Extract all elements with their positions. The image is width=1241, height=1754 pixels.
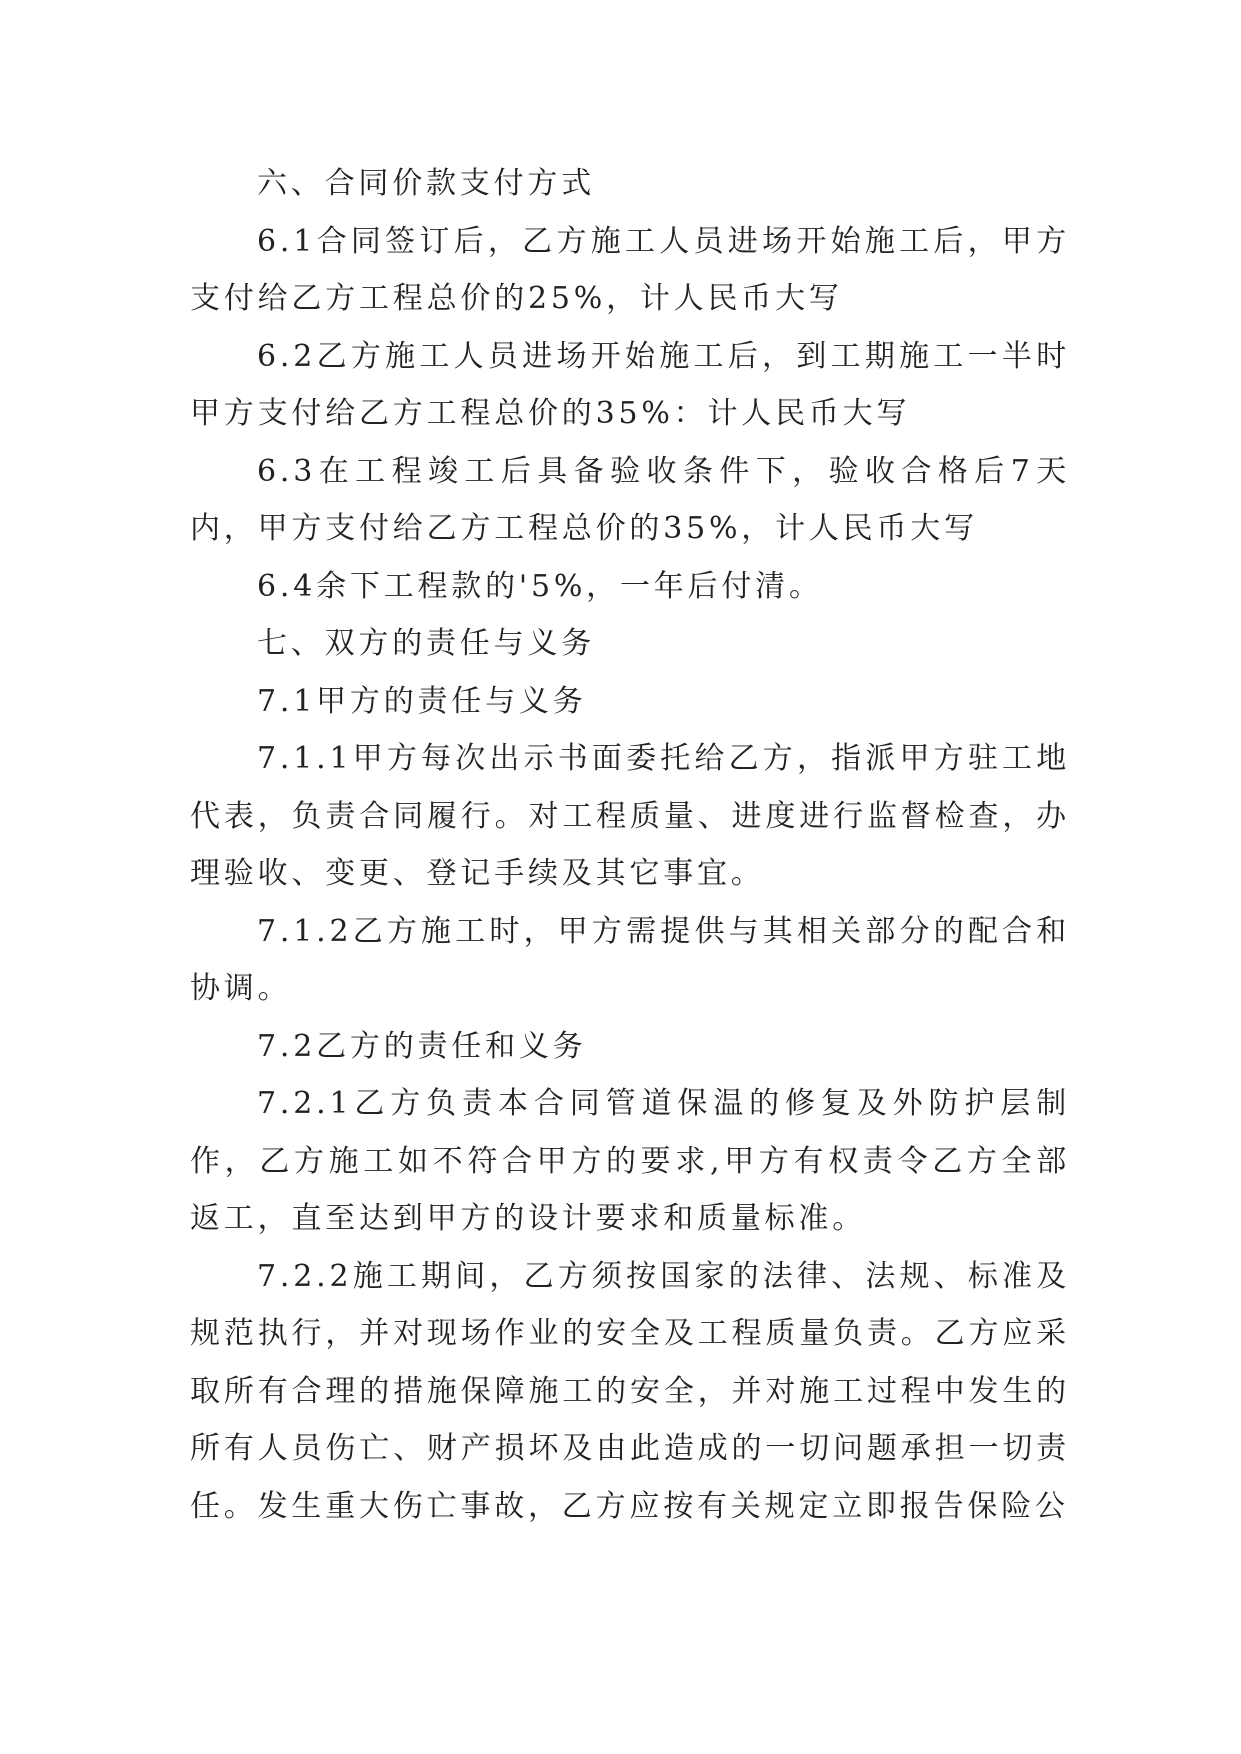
clause-6-2: 6.2乙方施工人员进场开始施工后，到工期施工一半时甲方支付给乙方工程总价的35%：计人民币大写 bbox=[190, 338, 1070, 431]
clause-7-1: 7.1甲方的责任与义务 bbox=[257, 683, 587, 719]
clause-7-1-1: 7.1.1甲方每次出示书面委托给乙方，指派甲方驻工地代表，负责合同履行。对工程质量、进度进行监督检查，办理验收、变更、登记手续及其它事宜。 bbox=[190, 741, 1070, 891]
clause-7-2-2: 7.2.2施工期间，乙方须按国家的法律、法规、标准及规范执行，并对现场作业的安全及工程质量负责。乙方应采取所有合理的措施保障施工的安全，并对施工过程中发生的所有人员伤亡、财产损坏及由此造成的一切问题承担一切责任。发生重大伤亡事故，乙方应按有关规定立即报告保险公 bbox=[190, 1258, 1070, 1524]
section-heading-payment: 六、合同价款支付方式 bbox=[257, 166, 595, 201]
clause-6-3: 6.3在工程竣工后具备验收条件下，验收合格后7天内，甲方支付给乙方工程总价的35%，计人民币大写 bbox=[190, 453, 1070, 546]
clause-6-4: 6.4余下工程款的'5%，一年后付清。 bbox=[257, 568, 823, 604]
clause-7-2-1: 7.2.1乙方负责本合同管道保温的修复及外防护层制作，乙方施工如不符合甲方的要求,甲方有权责令乙方全部返工，直至达到甲方的设计要求和质量标准。 bbox=[190, 1086, 1070, 1236]
document-body bbox=[190, 155, 1070, 1535]
clause-7-1-2: 7.1.2乙方施工时，甲方需提供与其相关部分的配合和协调。 bbox=[190, 913, 1070, 1006]
clause-7-2: 7.2乙方的责任和义务 bbox=[257, 1028, 587, 1064]
section-heading-responsibilities: 七、双方的责任与义务 bbox=[257, 626, 595, 661]
clause-6-1: 6.1合同签订后，乙方施工人员进场开始施工后，甲方支付给乙方工程总价的25%，计人民币大写 bbox=[190, 223, 1070, 316]
